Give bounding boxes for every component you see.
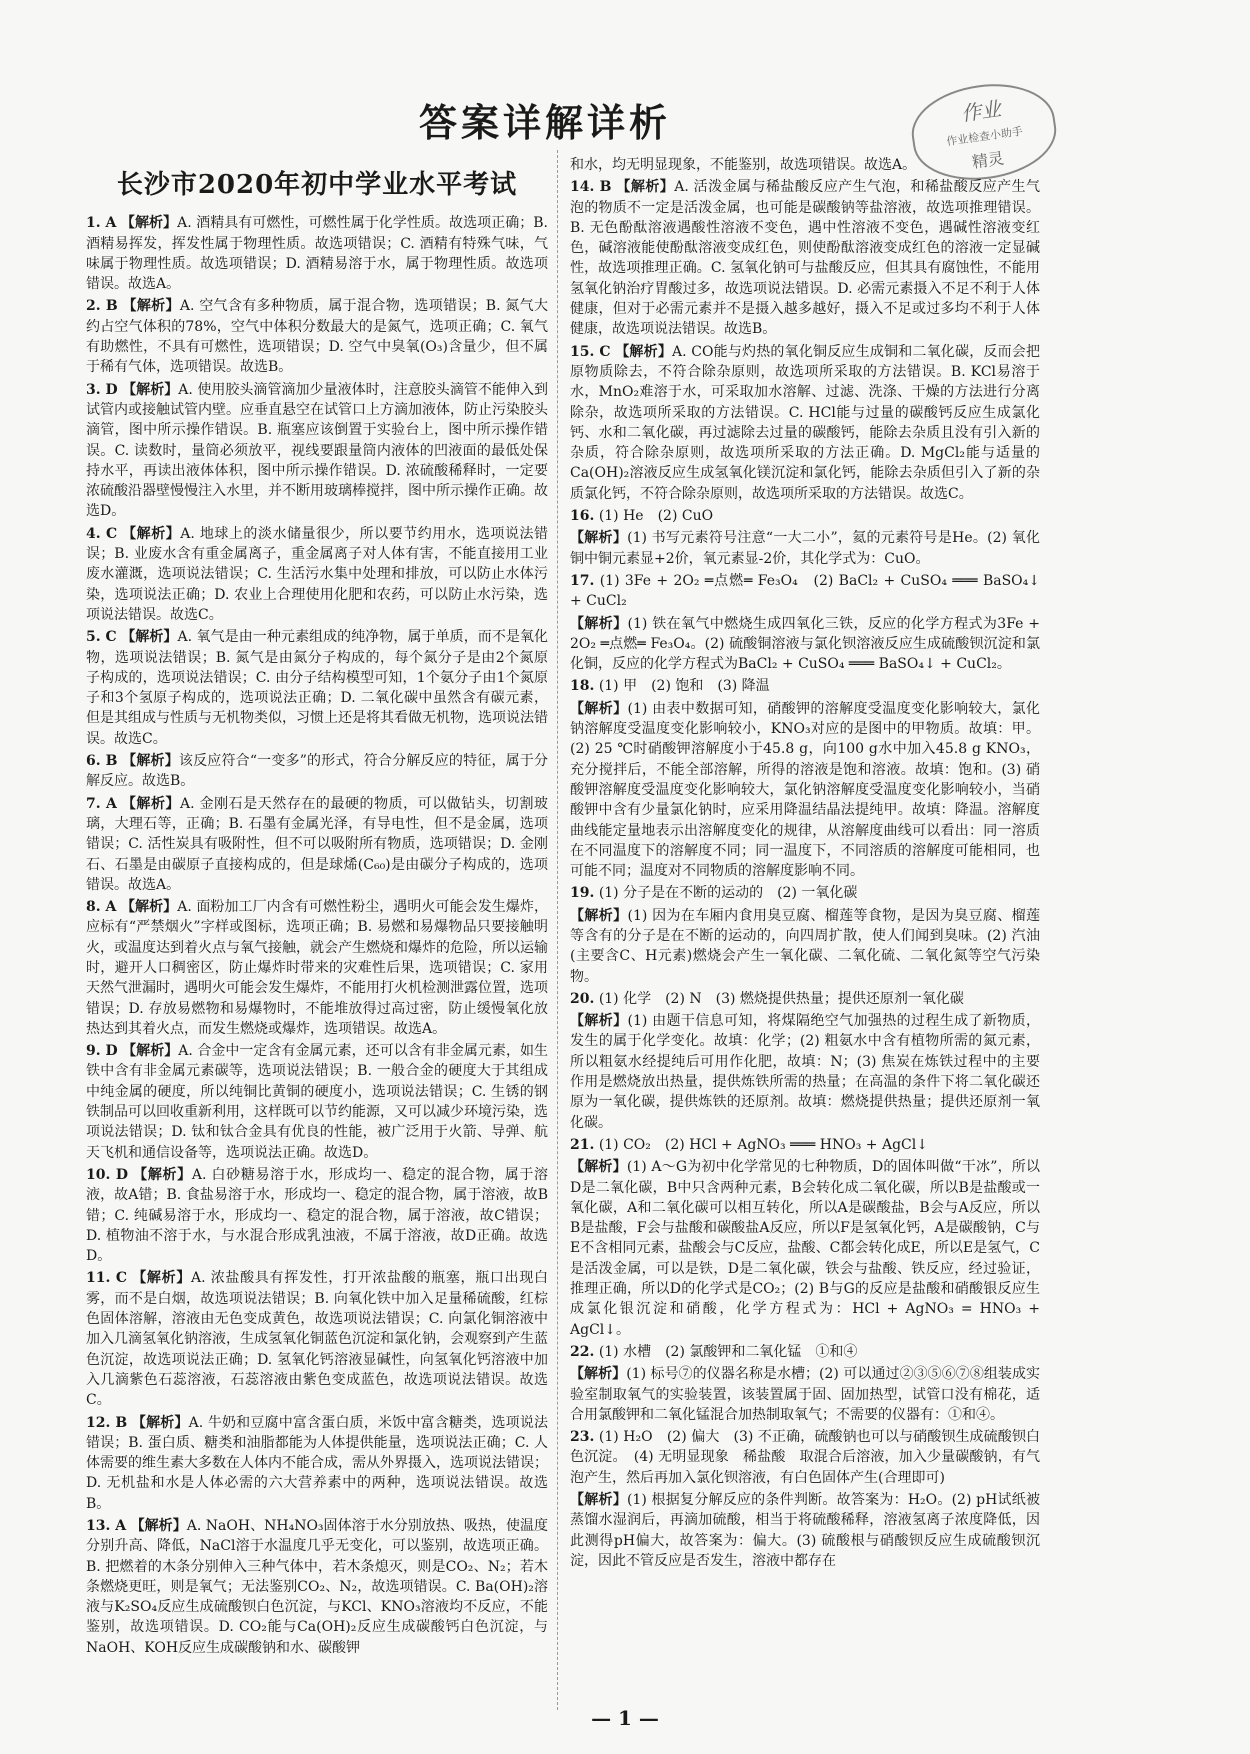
- answer-text: (1) 化学 (2) N (3) 燃烧提供热量；提供还原剂一氧化碳: [598, 990, 964, 1007]
- answer-text: (1) 由题干信息可知，将煤隔绝空气加强热的过程生成了新物质，发生的属于化学变化。故填：化学；(2) 粗氨水中含有植物所需的氮元素，所以粗氨水经提纯后可用作化肥，故填：N；(3) 焦炭在炼铁过程中的主要作用是燃烧放出热量，提供炼铁所需的热量；在高温的条件下将二氧化碳还原为一氧化碳，提供炼铁的还原剂。故填：燃烧提供热量；提供还原剂一氧化碳。: [570, 1013, 1041, 1131]
- analysis-tag: 【解析】: [570, 615, 628, 632]
- analysis-tag: 【解析】: [121, 629, 178, 646]
- analysis-tag: 【解析】: [120, 215, 178, 232]
- answer-item: [570, 614, 1040, 675]
- answer-number: 15. C: [570, 343, 611, 360]
- answer-number: 2. B: [86, 298, 118, 315]
- analysis-tag: 【解析】: [570, 530, 628, 547]
- answer-text: (1) He (2) CuO: [598, 508, 714, 525]
- answer-number: 7. A: [86, 795, 117, 812]
- answer-number: 10. D: [86, 1166, 129, 1183]
- answer-text: A. CO能与灼热的氧化铜反应生成铜和二氧化碳，反而会把原物质除去，不符合除杂原则，故选项所采取的方法错误。B. KCl易溶于水，MnO₂难溶于水，可采取加水溶解、过滤、洗涤、干燥的方法进行分离除杂，故选项所采取的方法错误。C. HCl能与过量的碳酸钙反应生成氯化钙、水和二氧化碳，再过滤除去过量的碳酸钙，能除去杂质且没有引入新的杂质，符合除杂原则，故选项所采取的方法正确。D. MgCl₂能与适量的Ca(OH)₂溶液反应生成氢氧化镁沉淀和氯化钙，能除去杂质但引入了新的杂质氯化钙，不符合除杂原则，故选项所采取的方法错误。故选C。: [570, 343, 1041, 502]
- analysis-tag: 【解析】: [122, 753, 179, 770]
- answer-text: (1) 标号⑦的仪器名称是水槽；(2) 可以通过②③⑤⑥⑦⑧组装成实验室制取氧气的实验装置，该装置属于固、固加热型，试管口没有棉花，适合用氯酸钾和二氧化锰混合加热制取氧气；不需要的仪器有：①和④。: [570, 1366, 1041, 1423]
- column-divider: [557, 150, 558, 1710]
- page-title: 答案详解详析: [418, 100, 671, 145]
- answer-item: [570, 528, 1040, 569]
- answer-item: [86, 380, 548, 522]
- answer-number: 6. B: [86, 753, 118, 770]
- answer-text: A. 使用胶头滴管滴加少量液体时，注意胶头滴管不能伸入到试管内或接触试管内壁。应垂直悬空在试管口上方滴加液体，防止污染胶头滴管，图中所示操作错误。B. 瓶塞应该倒置于实验台上，图中所示操作错误。C. 读数时，量筒必须放平，视线要跟量筒内液体的凹液面的最低处保持水平，再读出液体体积，图中所示操作错误。D. 浓硫酸稀释时，一定要浓硫酸沿器壁慢慢注入水里，并不断用玻璃棒搅拌，图中所示操作正确。故选D。: [86, 381, 549, 520]
- answer-text: A. 合金中一定含有金属元素，还可以含有非金属元素，如生铁中含有非金属元素碳等，选项说法错误；B. 一般合金的硬度大于其组成中纯金属的硬度，所以纯铜比黄铜的硬度小，选项说法错误；C. 生锈的钢铁制品可以回收重新利用，这样既可以节约能源，又可以减少环境污染，选项说法错误；D. 钛和钛合金具有优良的性能，被广泛用于火箭、导弹、航天飞机和通信设备等，选项说法正确。故选D。: [86, 1043, 549, 1161]
- answer-text: (1) 由表中数据可知，硝酸钾的溶解度受温度变化影响较大，氯化钠溶解度受温度变化影响较小，KNO₃对应的是图中的甲物质。故填：甲。(2) 25 ℃时硝酸钾溶解度小于45.8 g，向100 g水中加入45.8 g KNO₃，充分搅拌后，不能全部溶解，所得的溶液是饱和溶液。故填：饱和。(3) 硝酸钾溶解度受温度变化影响较大，氯化钠溶解度受温度变化影响较小，当硝酸钾中含有少量氯化钠时，应采用降温结晶法提纯甲。故填：降温。溶解度曲线能定量地表示出溶解度变化的规律，从溶解度曲线可以看出：同一溶质在不同温度下的溶解度不同；同一温度下，不同溶质的溶解度可能相同，也可能不同；温度对不同物质的溶解度影响不同。: [570, 700, 1041, 880]
- analysis-tag: 【解析】: [615, 343, 673, 360]
- analysis-tag: 【解析】: [121, 795, 181, 812]
- answer-number: 14. B: [570, 179, 612, 196]
- answer-item: [570, 342, 1040, 504]
- answer-number: 1. A: [86, 215, 117, 232]
- answer-item: [570, 699, 1040, 882]
- answer-number: 11. C: [86, 1270, 128, 1287]
- answer-item: [570, 1427, 1040, 1488]
- answer-item: [570, 571, 1040, 612]
- answer-item: [86, 213, 548, 294]
- answer-text: (1) CO₂ (2) HCl + AgNO₃ ═══ HNO₃ + AgCl↓: [598, 1136, 928, 1153]
- answer-item: [86, 524, 548, 625]
- answer-number: 16.: [570, 508, 595, 525]
- answer-number: 9. D: [86, 1043, 118, 1060]
- answer-item: [86, 897, 548, 1039]
- analysis-tag: 【解析】: [570, 1492, 627, 1508]
- answer-item: [570, 177, 1040, 339]
- answer-item: [570, 1135, 1040, 1155]
- answer-item: [86, 794, 548, 895]
- analysis-tag: 【解析】: [120, 899, 178, 916]
- answer-number: 22.: [570, 1343, 595, 1360]
- analysis-tag: 【解析】: [132, 1270, 192, 1287]
- answer-number: 17.: [570, 572, 595, 589]
- answer-text: (1) 3Fe + 2O₂ ═点燃═ Fe₃O₄ (2) BaCl₂ + CuSO₄ ═══ BaSO₄↓ + CuCl₂: [570, 572, 1041, 610]
- right-column: [570, 155, 1040, 1573]
- answer-item: [570, 1157, 1040, 1340]
- analysis-tag: 【解析】: [570, 1159, 627, 1176]
- answer-item: [86, 751, 548, 792]
- answer-text: A. 氧气是由一种元素组成的纯净物，属于单质，而不是氧化物，选项说法错误；B. 氮气是由氮分子构成的，每个氮分子是由2个氮原子构成的，选项说法错误；C. 由分子结构模型可知，1个氨分子由1个氮原子和3个氢原子构成的，选项说法正确；D. 二氧化碳中虽然含有碳元素，但是其组成与性质与无机物类似，习惯上还是将其看做无机物，选项说法错误。故选C。: [86, 629, 549, 747]
- answer-text: A. 空气含有多种物质，属于混合物，选项错误；B. 氮气大约占空气体积的78%，空气中体积分数最大的是氮气，选项正确；C. 氧气有助燃性，不具有可燃性，选项错误；D. 空气中臭氧(O₃)含量少，但不属于稀有气体，选项错误。故选B。: [86, 298, 549, 376]
- answer-text: A. 活泼金属与稀盐酸反应产生气泡，和稀盐酸反应产生气泡的物质不一定是活泼金属，也可能是碳酸钠等盐溶液，故选项推理错误。B. 无色酚酞溶液遇酸性溶液不变色，遇中性溶液不变色，遇碱性溶液变红色，碱溶液能使酚酞溶液变成红色，则使酚酞溶液变成红色的溶液一定显碱性，故选项推理正确。C. 氢氧化钠可与盐酸反应，但其具有腐蚀性，不能用氢氧化钠治疗胃酸过多，故选项说法错误。D. 必需元素摄入不足不利于人体健康，但对于必需元素并不是摄入越多越好，摄入不足或过多均不利于人体健康，故选项说法错误。故选B。: [570, 179, 1040, 338]
- answer-text: (1) 甲 (2) 饱和 (3) 降温: [598, 678, 770, 695]
- stamp-line-3: 精灵: [970, 148, 1006, 172]
- answer-number: 23.: [570, 1429, 595, 1446]
- answer-text: (1) A～G为初中化学常见的七种物质，D的固体叫做“干冰”，所以D是二氧化碳，B中只含两种元素，B会转化成二氧化碳，所以B是盐酸或一氧化碳，A和二氧化碳可以相互转化，所以A是碳酸盐，B会与A反应，所以B是盐酸，F会与盐酸和碳酸盐A反应，所以F是氢氧化钙，A是碳酸钠，C与E不含相同元素，盐酸会与C反应，盐酸、C都会转化成E，所以E是氢气，C是活泼金属，可以是铁，D是二氧化碳，铁会与盐酸、铁反应，经过验证，推理正确，所以D的化学式是CO₂；(2) B与G的反应是盐酸和硝酸银反应生成氯化银沉淀和硝酸，化学方程式为：HCl + AgNO₃ = HNO₃ + AgCl↓。: [570, 1159, 1040, 1338]
- answer-item: [570, 906, 1040, 987]
- answer-item: [86, 1041, 548, 1163]
- continued-text: 和水，均无明显现象，不能鉴别，故选项错误。故选A。: [570, 157, 917, 173]
- answer-item: [570, 1011, 1040, 1133]
- analysis-tag: 【解析】: [122, 525, 181, 542]
- answer-item: [570, 1364, 1040, 1425]
- answer-number: 18.: [570, 678, 595, 695]
- answer-text: A. 浓盐酸具有挥发性，打开浓盐酸的瓶塞，瓶口出现白雾，而不是白烟，故选项说法错误；B. 向氧化铁中加入足量稀硫酸，红棕色固体溶解，溶液由无色变成黄色，故选项说法错误；C. 向氯化铜溶液中加入几滴氢氧化钠溶液，生成氢氧化铜蓝色沉淀和氯化钠，会观察到产生蓝色沉淀，故选项说法正确；D. 氢氧化钙溶液显碱性，向氢氧化钙溶液中加入几滴紫色石蕊溶液，石蕊溶液由紫色变成蓝色，故选项说法错误。故选C。: [86, 1270, 549, 1409]
- answer-number: 19.: [570, 885, 595, 902]
- answer-text: A. 酒精具有可燃性，可燃性属于化学性质。故选项正确；B. 酒精易挥发，挥发性属于物理性质。故选项错误；C. 酒精有特殊气味，气味属于物理性质。故选项错误；D. 酒精易溶于水，属于物理性质。故选项错误。故选A。: [86, 215, 549, 293]
- analysis-tag: 【解析】: [570, 1013, 628, 1030]
- answer-text: (1) 分子是在不断的运动的 (2) 一氧化碳: [598, 885, 858, 902]
- analysis-tag: 【解析】: [616, 179, 675, 196]
- answer-item: [86, 1268, 548, 1410]
- answer-text: A. NaOH、NH₄NO₃固体溶于水分别放热、吸热，使温度分别升高、降低，NaCl溶于水温度几乎无变化，可以鉴别，故选项正确。B. 把燃着的木条分别伸入三种气体中，若木条熄灭，则是CO₂、N₂；若木条燃烧更旺，则是氧气；无法鉴别CO₂、N₂，故选项错误。C. Ba(OH)₂溶液与K₂SO₄反应生成硫酸钡白色沉淀，与KCl、KNO₃溶液均不反应，不能鉴别，故选项错误。D. CO₂能与Ca(OH)₂反应生成碳酸钙白色沉淀，与NaOH、KOH反应生成碳酸钠和水、碳酸钾: [86, 1518, 548, 1656]
- answer-number: 4. C: [86, 525, 118, 542]
- answer-text: A. 白砂糖易溶于水，形成均一、稳定的混合物，属于溶液，故A错；B. 食盐易溶于水，形成均一、稳定的混合物，属于溶液，故B错；C. 纯碱易溶于水，形成均一、稳定的混合物，属于溶液，故C错误；D. 植物油不溶于水，与水混合形成乳浊液，不属于溶液，故D正确。故选D。: [86, 1166, 549, 1265]
- analysis-tag: 【解析】: [122, 298, 180, 315]
- answer-text: (1) 因为在车厢内食用臭豆腐、榴莲等食物，是因为臭豆腐、榴莲等含有的分子是在不断的运动的，向四周扩散，使人们闻到臭味。(2) 汽油(主要含C、H元素)燃烧会产生一氧化碳、二氧化硫、二氧化氮等空气污染物。: [570, 907, 1041, 985]
- stamp-line-2: 作业检查小助手: [945, 124, 1024, 149]
- answer-number: 5. C: [86, 629, 117, 646]
- analysis-tag: 【解析】: [570, 700, 628, 717]
- answer-item: [570, 1342, 1040, 1362]
- answer-text: A. 牛奶和豆腐中富含蛋白质，米饭中富含糖类，选项说法错误；B. 蛋白质、糖类和油脂都能为人体提供能量，选项说法正确；C. 人体需要的维生素大多数在人体内不能合成，需从外界摄入，选项说法错误；D. 无机盐和水是人体必需的六大营养素中的两种，选项说法错误。故选B。: [86, 1414, 548, 1512]
- answer-text: A. 地球上的淡水储量很少，所以要节约用水，选项说法错误；B. 业废水含有重金属离子，重金属离子对人体有害，不能直接用工业废水灌溉，选项说法错误；C. 生活污水集中处理和排放，可以防止水体污染，选项说法正确；D. 农业上合理使用化肥和农药，可以防止水污染，选项说法错误。故选C。: [86, 525, 549, 623]
- answer-text: (1) 铁在氧气中燃烧生成四氧化三铁，反应的化学方程式为3Fe + 2O₂ ═点燃═ Fe₃O₄。(2) 硫酸铜溶液与氯化钡溶液反应生成硫酸钡沉淀和氯化铜，反应的化学方程式为BaCl₂ + CuSO₄ ═══ BaSO₄↓ + CuCl₂。: [570, 615, 1041, 673]
- answer-item: [86, 296, 548, 377]
- analysis-tag: 【解析】: [133, 1166, 192, 1183]
- answer-text: A. 金刚石是天然存在的最硬的物质，可以做钻头，切割玻璃，大理石等，正确；B. 石墨有金属光泽，有导电性，但不是金属，选项错误；C. 活性炭具有吸附性，但不可以吸附所有物质，选项错误；D. 金刚石、石墨是由碳原子直接构成的，但是球烯(C₆₀)是由碳分子构成的，选项错误。故选A。: [86, 795, 548, 893]
- answer-item: [570, 883, 1040, 903]
- answer-text: (1) 水槽 (2) 氯酸钾和二氧化锰 ①和④: [598, 1343, 858, 1360]
- page-number: — 1 —: [591, 1706, 659, 1730]
- answer-item: [570, 506, 1040, 526]
- answer-item: [570, 1490, 1040, 1571]
- analysis-tag: 【解析】: [122, 1043, 179, 1060]
- answer-number: 20.: [570, 990, 595, 1007]
- answer-text: A. 面粉加工厂内含有可燃性粉尘，遇明火可能会发生爆炸，应标有“严禁烟火”字样或图标，选项正确；B. 易燃和易爆物品只要接触明火，或温度达到着火点与氧气接触，就会产生燃烧和爆炸的危险，所以运输时，避开人口稠密区，防止爆炸时带来的灾难性后果，选项错误；C. 家用天然气泄漏时，遇明火可能会发生爆炸，不能用打火机检测泄露位置，选项错误；D. 存放易燃物和易爆物时，不能堆放得过高过密，防止缓慢氧化放热达到其着火点，而发生燃烧或爆炸，选项错误。故选A。: [86, 899, 548, 1037]
- stamp-line-1: 作业: [959, 96, 1003, 126]
- answer-text: (1) 根据复分解反应的条件判断。故答案为：H₂O。(2) pH试纸被蒸馏水湿润后，再滴加硫酸，相当于将硫酸稀释，溶液氢离子浓度降低，因此测得pH偏大，故答案为：偏大。(3) 硫酸根与硝酸钡反应生成硫酸钡沉淀，因此不管反应是否发生，溶液中都存在: [570, 1492, 1041, 1569]
- analysis-tag: 【解析】: [122, 381, 179, 398]
- analysis-tag: 【解析】: [131, 1414, 189, 1431]
- analysis-tag: 【解析】: [570, 907, 628, 924]
- left-column: [86, 155, 548, 1660]
- answer-number: 21.: [570, 1136, 595, 1153]
- answer-number: 3. D: [86, 381, 118, 398]
- answer-text: (1) 书写元素符号注意“一大二小”，氦的元素符号是He。(2) 氧化铜中铜元素显+2价，氧元素显-2价，其化学式为：CuO。: [570, 530, 1041, 567]
- answer-item: [570, 989, 1040, 1009]
- answer-item: [570, 676, 1040, 696]
- answer-item: [86, 1516, 548, 1658]
- answer-number: 8. A: [86, 899, 117, 916]
- answer-number: 12. B: [86, 1414, 128, 1431]
- answer-item: [86, 1413, 548, 1514]
- analysis-tag: 【解析】: [130, 1518, 187, 1534]
- answer-item: [86, 1165, 548, 1266]
- answer-number: 13. A: [86, 1518, 127, 1534]
- answer-text: 该反应符合“一变多”的形式，符合分解反应的特征，属于分解反应。故选B。: [86, 753, 549, 790]
- answer-text: (1) H₂O (2) 偏大 (3) 不正确，硫酸钠也可以与硝酸钡生成硫酸钡白色沉淀。 (4) 无明显现象 稀盐酸 取混合后溶液，加入少量碳酸钠，有气泡产生，然后再加入氯化钡溶液，有白色固体产生(合理即可): [570, 1429, 1040, 1486]
- analysis-tag: 【解析】: [570, 1366, 627, 1383]
- exam-title: 长沙市2020年初中学业水平考试: [116, 170, 518, 200]
- answer-item: [86, 627, 548, 749]
